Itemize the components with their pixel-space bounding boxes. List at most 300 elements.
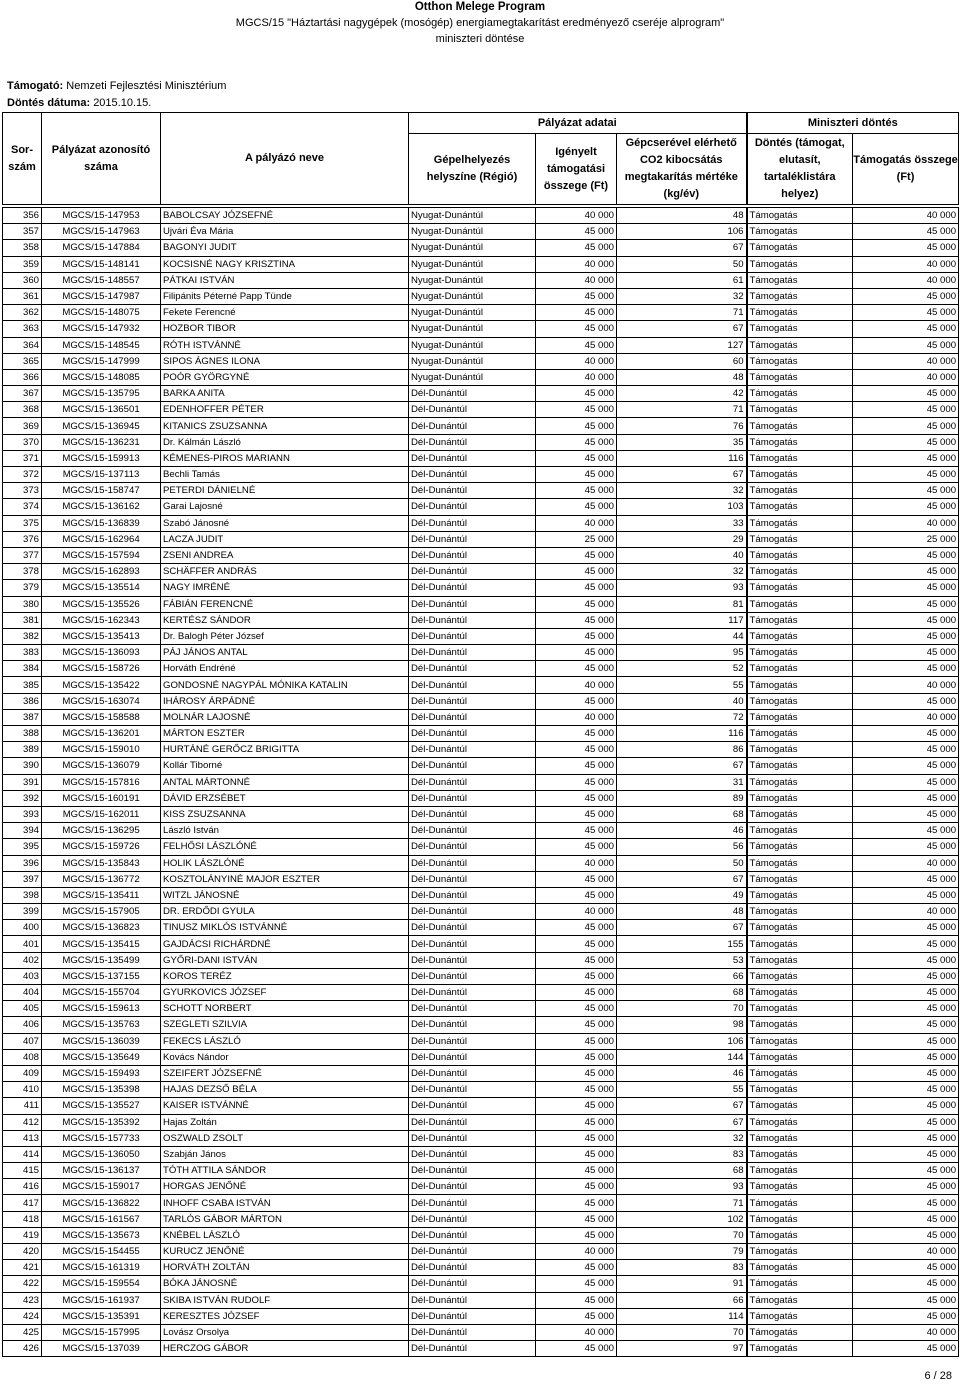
cell-applicant-name: NAGY IMRÉNÉ <box>161 580 409 596</box>
cell-requested-amount: 45 000 <box>536 483 617 499</box>
cell-serial: 393 <box>3 806 42 822</box>
cell-requested-amount: 45 000 <box>536 887 617 903</box>
cell-serial: 390 <box>3 758 42 774</box>
cell-applicant-name: Kollár Tiborné <box>161 758 409 774</box>
col-header-applicant-name: A pályázó neve <box>161 113 409 207</box>
cell-serial: 377 <box>3 547 42 563</box>
cell-requested-amount: 45 000 <box>536 240 617 256</box>
cell-application-id: MGCS/15-135413 <box>42 628 161 644</box>
cell-applicant-name: HOZBOR TIBOR <box>161 321 409 337</box>
cell-support-amount: 45 000 <box>853 726 959 742</box>
cell-region: Dél-Dunántúl <box>409 920 536 936</box>
cell-applicant-name: PÁTKAI ISTVÁN <box>161 272 409 288</box>
cell-serial: 388 <box>3 726 42 742</box>
cell-support-amount: 45 000 <box>853 305 959 321</box>
cell-decision: Támogatás <box>747 564 853 580</box>
cell-region: Dél-Dunántúl <box>409 1324 536 1340</box>
table-row <box>3 726 959 742</box>
cell-support-amount: 45 000 <box>853 467 959 483</box>
cell-applicant-name: KNÉBEL LÁSZLÓ <box>161 1227 409 1243</box>
cell-decision: Támogatás <box>747 1260 853 1276</box>
cell-decision: Támogatás <box>747 1114 853 1130</box>
cell-decision: Támogatás <box>747 936 853 952</box>
cell-requested-amount: 40 000 <box>536 709 617 725</box>
table-row <box>3 1179 959 1195</box>
cell-requested-amount: 45 000 <box>536 758 617 774</box>
cell-support-amount: 40 000 <box>853 904 959 920</box>
cell-co2-saving: 114 <box>617 1308 747 1324</box>
cell-application-id: MGCS/15-137039 <box>42 1341 161 1357</box>
cell-support-amount: 45 000 <box>853 1195 959 1211</box>
cell-co2-saving: 155 <box>617 936 747 952</box>
cell-decision: Támogatás <box>747 240 853 256</box>
cell-decision: Támogatás <box>747 499 853 515</box>
cell-support-amount: 45 000 <box>853 985 959 1001</box>
cell-applicant-name: Ujvári Éva Mária <box>161 224 409 240</box>
table-row <box>3 515 959 531</box>
cell-serial: 400 <box>3 920 42 936</box>
cell-support-amount: 40 000 <box>853 369 959 385</box>
cell-requested-amount: 40 000 <box>536 515 617 531</box>
cell-region: Dél-Dunántúl <box>409 904 536 920</box>
table-row <box>3 612 959 628</box>
table-row <box>3 531 959 547</box>
cell-co2-saving: 61 <box>617 272 747 288</box>
table-row <box>3 855 959 871</box>
cell-requested-amount: 45 000 <box>536 337 617 353</box>
cell-serial: 376 <box>3 531 42 547</box>
cell-decision: Támogatás <box>747 742 853 758</box>
cell-co2-saving: 42 <box>617 386 747 402</box>
cell-region: Dél-Dunántúl <box>409 758 536 774</box>
cell-decision: Támogatás <box>747 483 853 499</box>
document-subtitle: miniszteri döntése <box>435 33 525 45</box>
cell-decision: Támogatás <box>747 515 853 531</box>
cell-co2-saving: 67 <box>617 240 747 256</box>
cell-serial: 401 <box>3 936 42 952</box>
cell-application-id: MGCS/15-135422 <box>42 677 161 693</box>
cell-serial: 417 <box>3 1195 42 1211</box>
cell-decision: Támogatás <box>747 256 853 272</box>
cell-applicant-name: SZEGLETI SZILVIA <box>161 1017 409 1033</box>
cell-co2-saving: 48 <box>617 369 747 385</box>
table-row <box>3 968 959 984</box>
table-row <box>3 467 959 483</box>
cell-region: Dél-Dunántúl <box>409 1195 536 1211</box>
cell-requested-amount: 45 000 <box>536 596 617 612</box>
cell-region: Dél-Dunántúl <box>409 1114 536 1130</box>
cell-decision: Támogatás <box>747 726 853 742</box>
cell-decision: Támogatás <box>747 337 853 353</box>
cell-applicant-name: Garai Lajosné <box>161 499 409 515</box>
cell-serial: 384 <box>3 661 42 677</box>
cell-co2-saving: 40 <box>617 693 747 709</box>
cell-co2-saving: 86 <box>617 742 747 758</box>
cell-serial: 363 <box>3 321 42 337</box>
decision-date-value: 2015.10.15. <box>93 97 152 109</box>
cell-co2-saving: 32 <box>617 483 747 499</box>
cell-region: Dél-Dunántúl <box>409 952 536 968</box>
cell-requested-amount: 40 000 <box>536 272 617 288</box>
cell-applicant-name: HORGAS JENŐNÉ <box>161 1179 409 1195</box>
cell-serial: 419 <box>3 1227 42 1243</box>
cell-support-amount: 45 000 <box>853 596 959 612</box>
cell-requested-amount: 45 000 <box>536 1341 617 1357</box>
table-row <box>3 1227 959 1243</box>
cell-region: Nyugat-Dunántúl <box>409 353 536 369</box>
cell-applicant-name: Szabó Jánosné <box>161 515 409 531</box>
cell-decision: Támogatás <box>747 693 853 709</box>
cell-application-id: MGCS/15-148141 <box>42 256 161 272</box>
cell-co2-saving: 66 <box>617 1292 747 1308</box>
supporter-value: Nemzeti Fejlesztési Minisztérium <box>66 80 227 92</box>
cell-decision: Támogatás <box>747 206 853 224</box>
cell-application-id: MGCS/15-136079 <box>42 758 161 774</box>
cell-co2-saving: 117 <box>617 612 747 628</box>
col-header-co2-saving: Gépcserével elérhető CO2 kibocsátás megtakarítás mértéke (kg/év) <box>617 134 747 207</box>
cell-co2-saving: 50 <box>617 855 747 871</box>
cell-support-amount: 40 000 <box>853 272 959 288</box>
cell-support-amount: 45 000 <box>853 321 959 337</box>
cell-support-amount: 40 000 <box>853 855 959 871</box>
cell-requested-amount: 45 000 <box>536 434 617 450</box>
cell-application-id: MGCS/15-136162 <box>42 499 161 515</box>
table-row <box>3 758 959 774</box>
cell-co2-saving: 29 <box>617 531 747 547</box>
cell-serial: 373 <box>3 483 42 499</box>
table-row <box>3 1098 959 1114</box>
cell-requested-amount: 45 000 <box>536 386 617 402</box>
cell-region: Dél-Dunántúl <box>409 450 536 466</box>
table-row <box>3 936 959 952</box>
cell-region: Dél-Dunántúl <box>409 823 536 839</box>
cell-decision: Támogatás <box>747 1227 853 1243</box>
cell-co2-saving: 106 <box>617 224 747 240</box>
cell-application-id: MGCS/15-157733 <box>42 1130 161 1146</box>
table-row <box>3 1065 959 1081</box>
cell-decision: Támogatás <box>747 1001 853 1017</box>
cell-requested-amount: 45 000 <box>536 790 617 806</box>
cell-requested-amount: 45 000 <box>536 1017 617 1033</box>
cell-applicant-name: ZSENI ANDREA <box>161 547 409 563</box>
cell-support-amount: 40 000 <box>853 206 959 224</box>
cell-region: Nyugat-Dunántúl <box>409 321 536 337</box>
cell-decision: Támogatás <box>747 904 853 920</box>
cell-decision: Támogatás <box>747 305 853 321</box>
table-row <box>3 402 959 418</box>
cell-region: Dél-Dunántúl <box>409 434 536 450</box>
table-row <box>3 1276 959 1292</box>
cell-requested-amount: 45 000 <box>536 823 617 839</box>
cell-application-id: MGCS/15-159493 <box>42 1065 161 1081</box>
cell-serial: 380 <box>3 596 42 612</box>
cell-decision: Támogatás <box>747 839 853 855</box>
cell-co2-saving: 32 <box>617 288 747 304</box>
cell-region: Dél-Dunántúl <box>409 936 536 952</box>
cell-serial: 421 <box>3 1260 42 1276</box>
cell-serial: 397 <box>3 871 42 887</box>
table-row <box>3 839 959 855</box>
cell-region: Dél-Dunántúl <box>409 1292 536 1308</box>
cell-applicant-name: POÓR GYÖRGYNÉ <box>161 369 409 385</box>
cell-applicant-name: KURUCZ JENŐNÉ <box>161 1244 409 1260</box>
cell-support-amount: 45 000 <box>853 1341 959 1357</box>
page-number: 6 / 28 <box>924 1370 952 1382</box>
cell-support-amount: 45 000 <box>853 564 959 580</box>
cell-requested-amount: 45 000 <box>536 871 617 887</box>
cell-region: Dél-Dunántúl <box>409 1017 536 1033</box>
cell-support-amount: 40 000 <box>853 1324 959 1340</box>
supporter-line <box>7 79 226 93</box>
cell-decision: Támogatás <box>747 224 853 240</box>
cell-serial: 364 <box>3 337 42 353</box>
cell-decision: Támogatás <box>747 645 853 661</box>
cell-co2-saving: 46 <box>617 823 747 839</box>
cell-requested-amount: 45 000 <box>536 693 617 709</box>
cell-region: Nyugat-Dunántúl <box>409 288 536 304</box>
cell-application-id: MGCS/15-157905 <box>42 904 161 920</box>
cell-decision: Támogatás <box>747 790 853 806</box>
cell-requested-amount: 45 000 <box>536 1260 617 1276</box>
cell-support-amount: 45 000 <box>853 1227 959 1243</box>
table-row <box>3 677 959 693</box>
cell-region: Dél-Dunántúl <box>409 1082 536 1098</box>
cell-support-amount: 45 000 <box>853 499 959 515</box>
decision-date-line <box>7 96 151 110</box>
cell-co2-saving: 67 <box>617 920 747 936</box>
cell-application-id: MGCS/15-135391 <box>42 1308 161 1324</box>
supporter-label: Támogató: <box>7 80 64 92</box>
cell-co2-saving: 52 <box>617 661 747 677</box>
cell-co2-saving: 40 <box>617 547 747 563</box>
cell-application-id: MGCS/15-159554 <box>42 1276 161 1292</box>
cell-serial: 418 <box>3 1211 42 1227</box>
cell-serial: 359 <box>3 256 42 272</box>
cell-application-id: MGCS/15-157995 <box>42 1324 161 1340</box>
cell-region: Dél-Dunántúl <box>409 742 536 758</box>
cell-applicant-name: Bechli Tamás <box>161 467 409 483</box>
cell-serial: 387 <box>3 709 42 725</box>
cell-applicant-name: KOCSISNÉ NAGY KRISZTINA <box>161 256 409 272</box>
cell-region: Dél-Dunántúl <box>409 628 536 644</box>
table-row <box>3 645 959 661</box>
cell-support-amount: 40 000 <box>853 677 959 693</box>
cell-requested-amount: 40 000 <box>536 855 617 871</box>
cell-co2-saving: 70 <box>617 1324 747 1340</box>
cell-applicant-name: FELHŐSI LÁSZLÓNÉ <box>161 839 409 855</box>
cell-decision: Támogatás <box>747 531 853 547</box>
cell-requested-amount: 45 000 <box>536 499 617 515</box>
cell-region: Nyugat-Dunántúl <box>409 369 536 385</box>
cell-serial: 378 <box>3 564 42 580</box>
cell-region: Nyugat-Dunántúl <box>409 337 536 353</box>
cell-serial: 424 <box>3 1308 42 1324</box>
cell-requested-amount: 45 000 <box>536 952 617 968</box>
cell-region: Dél-Dunántúl <box>409 1211 536 1227</box>
cell-application-id: MGCS/15-158747 <box>42 483 161 499</box>
cell-application-id: MGCS/15-135411 <box>42 887 161 903</box>
cell-serial: 407 <box>3 1033 42 1049</box>
cell-application-id: MGCS/15-136295 <box>42 823 161 839</box>
cell-applicant-name: KÉMENES-PIROS MARIANN <box>161 450 409 466</box>
cell-applicant-name: Hajas Zoltán <box>161 1114 409 1130</box>
cell-serial: 404 <box>3 985 42 1001</box>
table-row <box>3 1082 959 1098</box>
program-subtitle: MGCS/15 "Háztartási nagygépek (mosógép) energiamegtakarítást eredményező cseréje alprogram" <box>235 17 725 29</box>
cell-support-amount: 45 000 <box>853 1308 959 1324</box>
cell-application-id: MGCS/15-136137 <box>42 1163 161 1179</box>
cell-support-amount: 45 000 <box>853 1082 959 1098</box>
cell-region: Dél-Dunántúl <box>409 483 536 499</box>
cell-application-id: MGCS/15-135527 <box>42 1098 161 1114</box>
cell-serial: 394 <box>3 823 42 839</box>
cell-co2-saving: 81 <box>617 596 747 612</box>
cell-requested-amount: 45 000 <box>536 936 617 952</box>
cell-requested-amount: 45 000 <box>536 547 617 563</box>
cell-support-amount: 45 000 <box>853 1130 959 1146</box>
cell-serial: 399 <box>3 904 42 920</box>
cell-applicant-name: MÁRTON ESZTER <box>161 726 409 742</box>
cell-application-id: MGCS/15-147999 <box>42 353 161 369</box>
cell-co2-saving: 50 <box>617 256 747 272</box>
cell-serial: 356 <box>3 206 42 224</box>
cell-decision: Támogatás <box>747 353 853 369</box>
cell-co2-saving: 66 <box>617 968 747 984</box>
cell-region: Nyugat-Dunántúl <box>409 240 536 256</box>
program-title: Otthon Melege Program <box>414 1 546 13</box>
cell-support-amount: 40 000 <box>853 709 959 725</box>
cell-application-id: MGCS/15-136231 <box>42 434 161 450</box>
table-row <box>3 337 959 353</box>
cell-requested-amount: 45 000 <box>536 774 617 790</box>
cell-support-amount: 45 000 <box>853 580 959 596</box>
cell-support-amount: 45 000 <box>853 547 959 563</box>
cell-support-amount: 45 000 <box>853 887 959 903</box>
group-header-ministerial-decision: Miniszteri döntés <box>747 113 959 134</box>
cell-requested-amount: 45 000 <box>536 726 617 742</box>
cell-applicant-name: TÓTH ATTILA SÁNDOR <box>161 1163 409 1179</box>
cell-co2-saving: 79 <box>617 1244 747 1260</box>
cell-support-amount: 45 000 <box>853 1260 959 1276</box>
cell-co2-saving: 55 <box>617 1082 747 1098</box>
cell-requested-amount: 45 000 <box>536 580 617 596</box>
cell-application-id: MGCS/15-154455 <box>42 1244 161 1260</box>
cell-region: Dél-Dunántúl <box>409 661 536 677</box>
cell-co2-saving: 144 <box>617 1049 747 1065</box>
cell-decision: Támogatás <box>747 920 853 936</box>
cell-co2-saving: 71 <box>617 402 747 418</box>
cell-applicant-name: GYŐRI-DANI ISTVÁN <box>161 952 409 968</box>
cell-decision: Támogatás <box>747 806 853 822</box>
cell-decision: Támogatás <box>747 596 853 612</box>
cell-decision: Támogatás <box>747 758 853 774</box>
cell-applicant-name: SKIBA ISTVÁN RUDOLF <box>161 1292 409 1308</box>
cell-applicant-name: GONDOSNÉ NAGYPÁL MÓNIKA KATALIN <box>161 677 409 693</box>
cell-decision: Támogatás <box>747 1163 853 1179</box>
cell-serial: 411 <box>3 1098 42 1114</box>
cell-support-amount: 45 000 <box>853 1033 959 1049</box>
cell-application-id: MGCS/15-162343 <box>42 612 161 628</box>
cell-applicant-name: HERCZOG GÁBOR <box>161 1341 409 1357</box>
table-row <box>3 806 959 822</box>
cell-region: Dél-Dunántúl <box>409 855 536 871</box>
table-row <box>3 596 959 612</box>
cell-decision: Támogatás <box>747 386 853 402</box>
cell-co2-saving: 56 <box>617 839 747 855</box>
cell-region: Dél-Dunántúl <box>409 1001 536 1017</box>
cell-support-amount: 45 000 <box>853 1017 959 1033</box>
cell-requested-amount: 40 000 <box>536 1244 617 1260</box>
cell-region: Nyugat-Dunántúl <box>409 305 536 321</box>
cell-co2-saving: 91 <box>617 1276 747 1292</box>
cell-support-amount: 40 000 <box>853 515 959 531</box>
cell-region: Dél-Dunántúl <box>409 402 536 418</box>
table-row <box>3 774 959 790</box>
table-row <box>3 434 959 450</box>
cell-co2-saving: 32 <box>617 564 747 580</box>
cell-requested-amount: 45 000 <box>536 1001 617 1017</box>
table-row <box>3 369 959 385</box>
cell-application-id: MGCS/15-147987 <box>42 288 161 304</box>
cell-region: Dél-Dunántúl <box>409 726 536 742</box>
decision-table <box>2 112 959 1357</box>
cell-co2-saving: 103 <box>617 499 747 515</box>
cell-applicant-name: HORVÁTH ZOLTÁN <box>161 1260 409 1276</box>
cell-region: Dél-Dunántúl <box>409 531 536 547</box>
cell-co2-saving: 116 <box>617 450 747 466</box>
cell-application-id: MGCS/15-136501 <box>42 402 161 418</box>
cell-co2-saving: 44 <box>617 628 747 644</box>
table-row <box>3 1049 959 1065</box>
cell-support-amount: 40 000 <box>853 256 959 272</box>
cell-decision: Támogatás <box>747 1308 853 1324</box>
cell-requested-amount: 45 000 <box>536 467 617 483</box>
cell-application-id: MGCS/15-159613 <box>42 1001 161 1017</box>
cell-decision: Támogatás <box>747 709 853 725</box>
cell-decision: Támogatás <box>747 369 853 385</box>
table-row <box>3 1163 959 1179</box>
cell-co2-saving: 116 <box>617 726 747 742</box>
cell-serial: 379 <box>3 580 42 596</box>
col-header-support-amount: Támogatás összege (Ft) <box>853 134 959 207</box>
cell-region: Dél-Dunántúl <box>409 1033 536 1049</box>
table-row <box>3 985 959 1001</box>
cell-application-id: MGCS/15-157816 <box>42 774 161 790</box>
cell-co2-saving: 71 <box>617 305 747 321</box>
cell-applicant-name: SZEIFERT JÓZSEFNÉ <box>161 1065 409 1081</box>
cell-application-id: MGCS/15-163074 <box>42 693 161 709</box>
cell-co2-saving: 97 <box>617 1341 747 1357</box>
cell-application-id: MGCS/15-136823 <box>42 920 161 936</box>
cell-requested-amount: 45 000 <box>536 1227 617 1243</box>
cell-region: Dél-Dunántúl <box>409 1260 536 1276</box>
cell-requested-amount: 45 000 <box>536 564 617 580</box>
table-row <box>3 305 959 321</box>
cell-requested-amount: 45 000 <box>536 1082 617 1098</box>
cell-applicant-name: GYURKOVICS JÓZSEF <box>161 985 409 1001</box>
cell-decision: Támogatás <box>747 547 853 563</box>
cell-application-id: MGCS/15-136050 <box>42 1146 161 1162</box>
cell-co2-saving: 98 <box>617 1017 747 1033</box>
cell-applicant-name: BARKA ANITA <box>161 386 409 402</box>
cell-applicant-name: MOLNÁR LAJOSNÉ <box>161 709 409 725</box>
cell-application-id: MGCS/15-135795 <box>42 386 161 402</box>
cell-requested-amount: 40 000 <box>536 904 617 920</box>
cell-applicant-name: FEKECS LÁSZLÓ <box>161 1033 409 1049</box>
cell-co2-saving: 106 <box>617 1033 747 1049</box>
table-row <box>3 871 959 887</box>
table-row <box>3 1130 959 1146</box>
